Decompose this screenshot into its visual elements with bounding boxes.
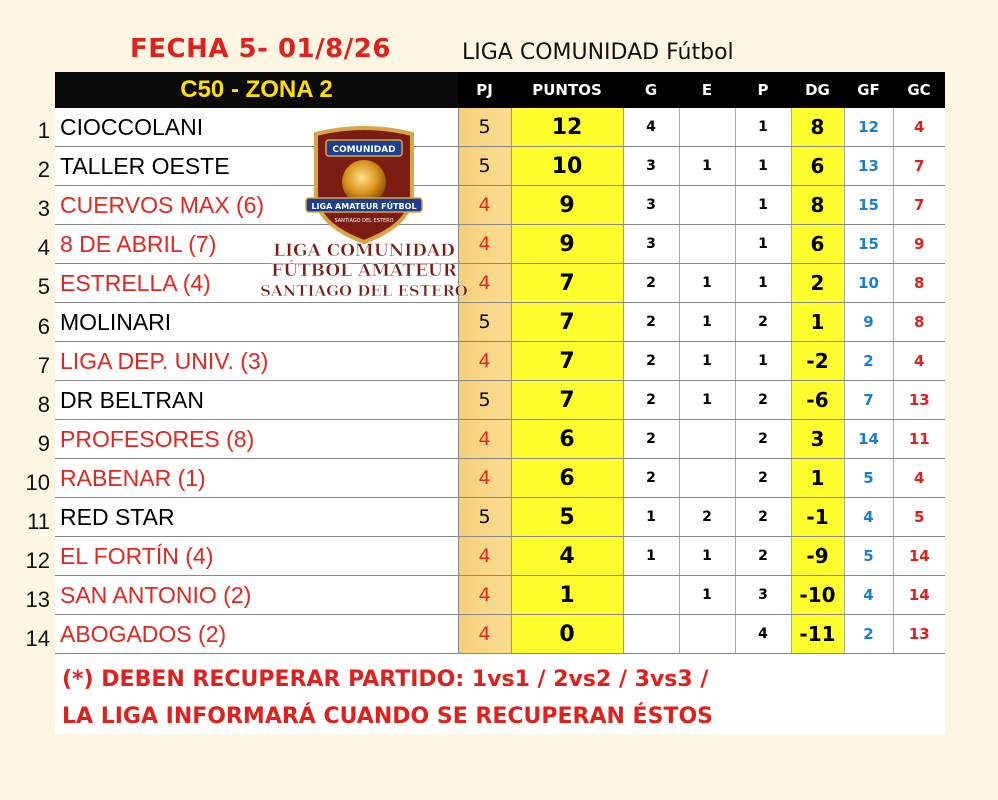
cell-p: 2 — [735, 459, 791, 498]
cell-e — [679, 615, 735, 654]
cell-gf: 15 — [844, 225, 893, 264]
cell-g: 2 — [623, 459, 679, 498]
cell-gf: 10 — [844, 264, 893, 303]
team-name: EL FORTÍN (4) — [55, 537, 458, 576]
cell-g — [623, 615, 679, 654]
rank-number: 5 — [37, 274, 50, 300]
table-row — [55, 147, 945, 186]
footer-note-2: LA LIGA INFORMARÁ CUANDO SE RECUPERAN ÉSTOS — [62, 704, 713, 729]
column-header-puntos: PUNTOS — [511, 72, 623, 108]
team-name: CUERVOS MAX (6) — [55, 186, 458, 225]
page-title: FECHA 5- 01/8/26 — [130, 34, 391, 64]
cell-e: 1 — [679, 303, 735, 342]
table-row — [55, 459, 945, 498]
table-row — [55, 498, 945, 537]
team-name: CIOCCOLANI — [55, 108, 458, 147]
cell-e: 1 — [679, 147, 735, 186]
logo-line-2: FÚTBOL AMATEUR — [271, 261, 457, 281]
cell-gc: 9 — [893, 225, 945, 264]
cell-e: 1 — [679, 537, 735, 576]
column-header-pj: PJ — [458, 72, 511, 108]
cell-dg: -2 — [791, 342, 844, 381]
logo-line-3: SANTIAGO DEL ESTERO — [260, 282, 468, 300]
cell-gf: 2 — [844, 615, 893, 654]
cell-pj: 4 — [458, 615, 511, 654]
rank-number: 1 — [37, 118, 50, 143]
cell-pts: 12 — [511, 108, 623, 147]
cell-g: 3 — [623, 225, 679, 264]
cell-pj: 4 — [458, 342, 511, 381]
cell-p: 1 — [735, 147, 791, 186]
rank-number: 4 — [37, 235, 50, 261]
team-name: DR BELTRAN — [55, 381, 458, 420]
column-header-gc: GC — [893, 72, 945, 108]
cell-e: 1 — [679, 342, 735, 381]
cell-g: 1 — [623, 537, 679, 576]
cell-pj: 5 — [458, 381, 511, 420]
cell-p: 1 — [735, 225, 791, 264]
cell-pts: 7 — [511, 264, 623, 303]
cell-dg: -10 — [791, 576, 844, 615]
cell-gc: 4 — [893, 459, 945, 498]
cell-e — [679, 420, 735, 459]
team-name: LIGA DEP. UNIV. (3) — [55, 342, 458, 381]
badge-top-text: COMUNIDAD — [332, 145, 396, 155]
rank-number: 8 — [37, 391, 50, 417]
table-row — [55, 420, 945, 459]
cell-gc: 14 — [893, 576, 945, 615]
cell-e — [679, 186, 735, 225]
cell-dg: 8 — [791, 186, 844, 225]
rank-number: 11 — [27, 509, 50, 534]
cell-e: 1 — [679, 381, 735, 420]
team-name: MOLINARI — [55, 303, 458, 342]
cell-pj: 4 — [458, 576, 511, 615]
team-name: PROFESORES (8) — [55, 420, 458, 459]
cell-e: 1 — [679, 264, 735, 303]
team-name: RED STAR — [55, 498, 458, 537]
cell-gc: 8 — [893, 303, 945, 342]
cell-p: 2 — [735, 303, 791, 342]
cell-pj: 4 — [458, 264, 511, 303]
cell-gf: 14 — [844, 420, 893, 459]
cell-gf: 4 — [844, 576, 893, 615]
cell-g: 2 — [623, 342, 679, 381]
cell-p: 2 — [735, 498, 791, 537]
league-subtitle: LIGA COMUNIDAD Fútbol — [462, 40, 734, 65]
team-name: ESTRELLA (4) — [55, 264, 458, 303]
rank-number: 13 — [25, 587, 50, 613]
cell-pj: 5 — [458, 147, 511, 186]
cell-pj: 5 — [458, 303, 511, 342]
team-name: 8 DE ABRIL (7) — [55, 225, 458, 264]
cell-pj: 4 — [458, 420, 511, 459]
cell-dg: 2 — [791, 264, 844, 303]
team-name: TALLER OESTE — [55, 147, 458, 186]
cell-dg: 8 — [791, 108, 844, 147]
cell-pts: 6 — [511, 459, 623, 498]
cell-pts: 7 — [511, 303, 623, 342]
cell-dg: -9 — [791, 537, 844, 576]
cell-pts: 9 — [511, 186, 623, 225]
cell-gc: 11 — [893, 420, 945, 459]
cell-p: 3 — [735, 576, 791, 615]
table-row — [55, 108, 945, 147]
cell-gc: 5 — [893, 498, 945, 537]
table-row — [55, 225, 945, 264]
cell-pts: 0 — [511, 615, 623, 654]
table-row — [55, 615, 945, 654]
cell-p: 2 — [735, 537, 791, 576]
cell-gf: 5 — [844, 537, 893, 576]
cell-gc: 13 — [893, 615, 945, 654]
cell-gc: 7 — [893, 147, 945, 186]
cell-p: 1 — [735, 108, 791, 147]
rank-number: 7 — [37, 352, 50, 378]
cell-pts: 7 — [511, 342, 623, 381]
table-row — [55, 537, 945, 576]
cell-g: 3 — [623, 186, 679, 225]
table-row — [55, 303, 945, 342]
cell-pts: 4 — [511, 537, 623, 576]
footer-note-1: (*) DEBEN RECUPERAR PARTIDO: 1vs1 / 2vs2 / 3vs3 / — [62, 667, 709, 692]
cell-gc: 4 — [893, 342, 945, 381]
rank-number: 9 — [37, 430, 50, 456]
rank-number: 6 — [37, 313, 50, 339]
cell-e — [679, 108, 735, 147]
cell-gc: 7 — [893, 186, 945, 225]
cell-e: 2 — [679, 498, 735, 537]
cell-p: 1 — [735, 264, 791, 303]
zone-label: C50 - ZONA 2 — [55, 72, 458, 108]
table-row — [55, 576, 945, 615]
cell-dg: -11 — [791, 615, 844, 654]
cell-p: 2 — [735, 381, 791, 420]
table-row — [55, 264, 945, 303]
cell-pj: 4 — [458, 186, 511, 225]
cell-dg: 1 — [791, 459, 844, 498]
column-header-e: E — [679, 72, 735, 108]
cell-e — [679, 225, 735, 264]
table-row — [55, 342, 945, 381]
cell-pj: 5 — [458, 108, 511, 147]
rank-number: 12 — [25, 548, 50, 574]
cell-gc: 4 — [893, 108, 945, 147]
cell-gf: 7 — [844, 381, 893, 420]
cell-dg: 6 — [791, 147, 844, 186]
table-header — [55, 72, 945, 108]
cell-e — [679, 459, 735, 498]
cell-pts: 5 — [511, 498, 623, 537]
league-logo — [260, 124, 468, 314]
cell-p: 1 — [735, 186, 791, 225]
badge-bottom-text: SANTIAGO DEL ESTERO — [334, 218, 394, 224]
cell-g: 2 — [623, 420, 679, 459]
cell-g: 1 — [623, 498, 679, 537]
column-header-dg: DG — [791, 72, 844, 108]
cell-gf: 9 — [844, 303, 893, 342]
cell-pj: 5 — [458, 498, 511, 537]
rank-number: 10 — [25, 469, 50, 495]
cell-dg: -1 — [791, 498, 844, 537]
cell-g: 3 — [623, 147, 679, 186]
cell-g: 4 — [623, 108, 679, 147]
cell-g: 2 — [623, 381, 679, 420]
badge-band-text: LIGA AMATEUR FÚTBOL — [311, 202, 417, 211]
cell-pts: 9 — [511, 225, 623, 264]
cell-p: 1 — [735, 342, 791, 381]
standings-table — [55, 72, 945, 654]
cell-gc: 14 — [893, 537, 945, 576]
column-header-g: G — [623, 72, 679, 108]
cell-pts: 7 — [511, 381, 623, 420]
cell-pj: 4 — [458, 225, 511, 264]
column-header-p: P — [735, 72, 791, 108]
cell-p: 4 — [735, 615, 791, 654]
cell-dg: 6 — [791, 225, 844, 264]
cell-pts: 1 — [511, 576, 623, 615]
team-name: RABENAR (1) — [55, 459, 458, 498]
cell-gf: 5 — [844, 459, 893, 498]
cell-pj: 4 — [458, 537, 511, 576]
team-name: SAN ANTONIO (2) — [55, 576, 458, 615]
cell-gf: 2 — [844, 342, 893, 381]
cell-g: 2 — [623, 264, 679, 303]
table-row — [55, 381, 945, 420]
column-header-gf: GF — [844, 72, 893, 108]
rank-number: 14 — [25, 626, 50, 652]
cell-pts: 6 — [511, 420, 623, 459]
cell-dg: -6 — [791, 381, 844, 420]
cell-gc: 13 — [893, 381, 945, 420]
table-row — [55, 186, 945, 225]
cell-gf: 13 — [844, 147, 893, 186]
cell-g — [623, 576, 679, 615]
cell-pts: 10 — [511, 147, 623, 186]
cell-gf: 4 — [844, 498, 893, 537]
cell-e: 1 — [679, 576, 735, 615]
cell-gc: 8 — [893, 264, 945, 303]
team-name: ABOGADOS (2) — [55, 615, 458, 654]
cell-g: 2 — [623, 303, 679, 342]
cell-gf: 12 — [844, 108, 893, 147]
cell-p: 2 — [735, 420, 791, 459]
rank-number: 3 — [37, 196, 50, 222]
cell-gf: 15 — [844, 186, 893, 225]
cell-dg: 1 — [791, 303, 844, 342]
cell-pj: 4 — [458, 459, 511, 498]
rank-number: 2 — [37, 157, 50, 183]
cell-dg: 3 — [791, 420, 844, 459]
logo-line-1: LIGA COMUNIDAD — [273, 241, 455, 261]
